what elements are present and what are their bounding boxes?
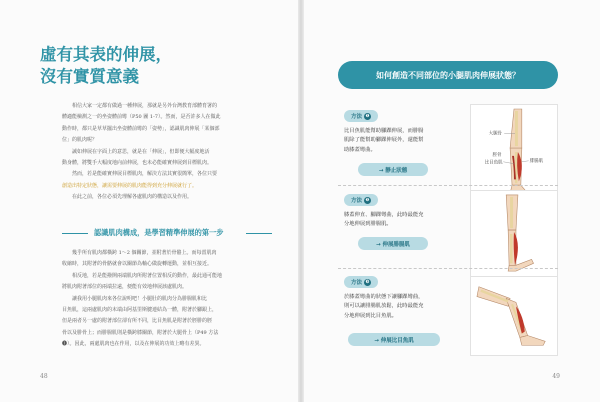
heading-rule-right [246,233,272,234]
intro-text [62,101,220,204]
text-line: 然而，若是能確實伸展目標肌肉，解決方法其實很簡單，各位只要 [72,171,218,178]
page-title-line2: 沒有實質意義 [40,67,139,86]
page-title-line1: 虛有其表的伸展， [40,45,172,64]
desc-line: 比目魚肌能幫助腳踝伸展，而腓腸 [344,128,424,134]
desc-line: 則可以讓腓腸肌放鬆，此時最能充 [344,303,424,310]
method-3-description [344,293,446,321]
leg-straight-stretch-figure [471,191,557,277]
book-gutter [298,0,304,402]
method-3-result: → 伸展比目魚肌 [348,333,440,346]
desc-line: 助膝蓋彎曲。 [344,146,376,153]
text-line: ❶）。因此，兩處肌肉也在作用，以及在伸展的功效上略有差異。 [62,341,205,348]
text-line: 動身體，將雙手大幅度地向前伸展，也未必能確實伸展到目標肌肉。 [62,160,213,167]
desc-line: 分地伸展到腓腸肌。 [344,221,392,228]
method-1-result: → 靜止狀態 [358,163,428,176]
section-heading-text: 認識肌肉構成，是學習精準伸展的第一步 [94,228,224,237]
text-line: 讓我用小腿肌肉來各位說明吧！小腿肚的肌肉分為腓腸肌和比 [72,295,208,302]
section-text [62,248,222,351]
method-tag-label: 方法 [350,280,362,286]
method-number: ❸ [365,279,370,285]
method-2-tag [344,194,378,206]
text-line: 位」的肌肉呢？ [62,137,98,144]
text-line: 收縮時，其附著的骨骼就會以關節為軸心做旋轉運動，並相互接近。 [62,261,213,268]
text-line: 動作時，都只是草草擺出坐姿體前彎的「姿勢」，認識肌肉伸展「某個部 [62,125,220,132]
label-tibia: 脛骨 [492,152,502,158]
label-soleus: 比目魚肌 [484,160,503,166]
method-tag-label: 方法 [350,114,362,120]
label-femur: 大腿骨 [488,131,503,137]
page-number-left: 48 [40,373,48,380]
illustration-leg-stretch-soleus [470,276,558,356]
text-line: 骨以及腓骨上；而腓腸肌則是橫跨膝關節，附著於大腿骨上（P49 方法 [62,329,219,336]
page-number-right: 49 [552,373,560,380]
desc-line: 分地伸展到比目魚肌。 [344,312,397,319]
method-3-tag [344,276,378,288]
method-number: ❶ [365,113,370,119]
illustration-leg-stretch-gastrocnemius [470,190,558,278]
leg-bent-stretch-figure [471,277,557,355]
text-line: 相信大家一定都有做過一種伸展，那就是另外台灣教育部體育署的 [72,103,218,109]
text-line: 將肌肉附著部位的兩端拉遠，便能有效地伸展該處肌肉。 [62,284,188,291]
heading-rule-left [62,233,88,234]
text-line: 相反地，若是能撥開兩端肌肉所附著位置相反的動作，最此通可能地 [72,272,223,279]
method-divider [338,185,558,186]
method-2-description [344,211,446,230]
method-tag-label: 方法 [350,198,362,204]
method-1-description [344,127,446,155]
method-number: ❷ [365,197,370,203]
desc-line: 肌除了能幫助腳踝伸展外，還能幫 [344,137,424,144]
method-2-result: → 伸展腓腸肌 [358,237,428,250]
section-heading [62,227,272,241]
question-banner: 如何創造不同部位的小腿肌肉伸展狀態？ [338,61,558,89]
text-line: 體適能檢測之一的坐姿體前彎（P50 圖 1-7）。然而，是否許多人在做此 [62,114,221,121]
label-gastrocnemius: 腓腸肌 [529,158,544,164]
method-1-tag [344,110,378,122]
desc-line: 於膝蓋彎曲的狀態下讓腳踝彎曲， [344,294,424,300]
text-line: 幾乎所有肌肉都橫跨 1～2 個關節，並附著於骨骼上。而每當肌肉 [72,250,217,256]
text-line: 但是兩者另一處的附著部位卻有所不同，比目魚肌是附著於脛腓的脛 [62,318,213,325]
text-line-emphasis: 創造出特定狀態，讓需要伸展的肌肉能得到充分伸展就行了。 [62,182,198,189]
method-divider [338,268,558,269]
text-line: 在此之前，各位必須先理解各處肌肉的構造以及作用。 [72,194,193,201]
desc-line: 膝蓋伸直、腳踝彎曲，此時最能充 [344,212,424,218]
text-line: 目魚肌，這兩處肌肉的末端由阿基里斯腱連結為一體，附著於腳跟上， [62,307,218,314]
text-line: 誠如伸展在字面上的意思，就是在「伸展」，但即便大幅度地活 [72,148,210,155]
